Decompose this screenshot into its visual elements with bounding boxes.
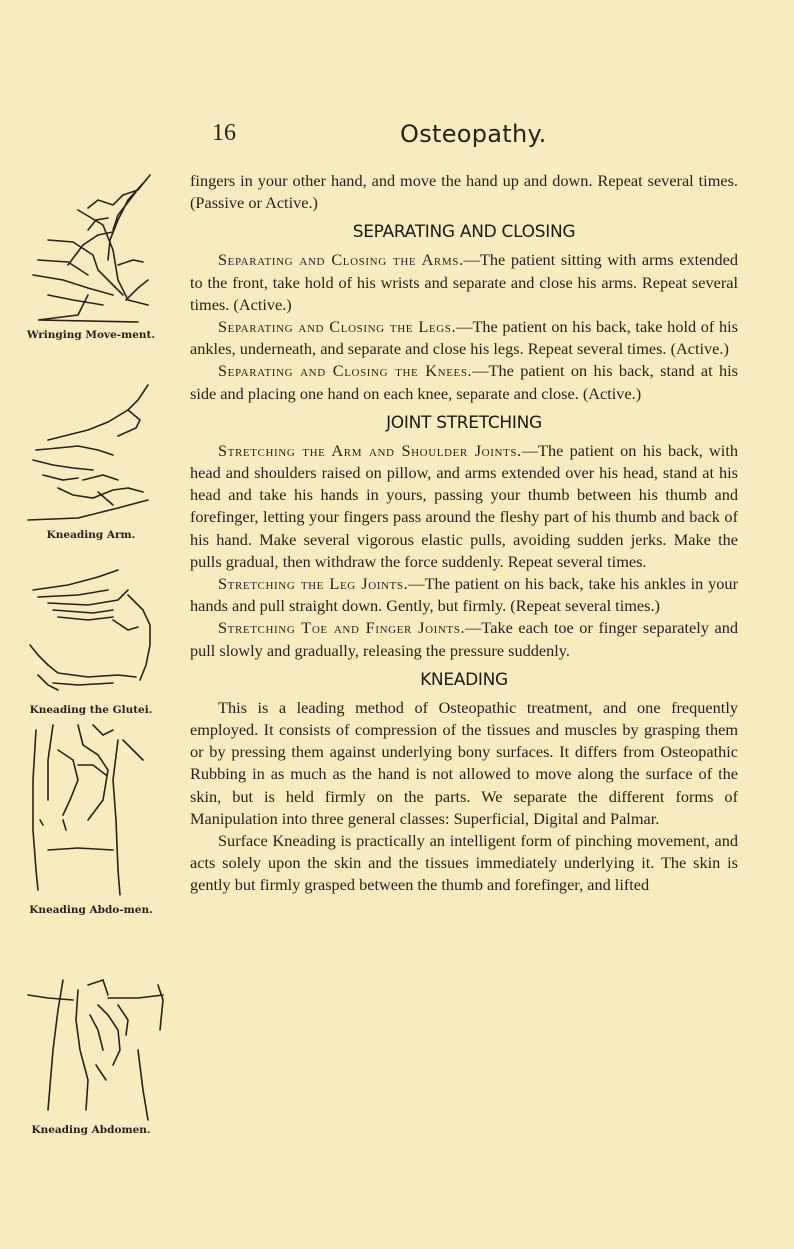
figure-kneading-arm <box>18 380 188 540</box>
paragraph-body: —The patient sitting with arms extended to the front, take hold of his wrists and separate and close his arms. Repeat several times. (Active.) <box>190 250 738 314</box>
wringing-hands-illustration <box>18 170 168 330</box>
paragraph-lead: Stretching Toe and Finger Joints. <box>218 618 466 638</box>
body-paragraph <box>190 573 738 617</box>
section-heading: KNEADING <box>420 669 508 690</box>
page-header <box>0 120 794 160</box>
figure-kneading-abdomen-2 <box>18 970 188 1135</box>
figure-wringing <box>18 170 188 340</box>
body-paragraph <box>190 249 738 316</box>
kneading-abdomen-illustration <box>18 720 168 905</box>
figure-caption: Wringing Move-ment. <box>26 329 156 341</box>
paragraph-lead: Stretching the Arm and Shoulder Joints. <box>218 440 522 460</box>
section-heading: SEPARATING AND CLOSING <box>352 222 576 243</box>
figure-caption: Kneading Arm. <box>46 529 136 541</box>
body-paragraph <box>190 617 738 661</box>
figure-kneading-abdomen-1 <box>18 720 188 915</box>
body-paragraph <box>190 316 738 360</box>
paragraph-body: —The patient on his back, stand at his side and placing one hand on each knee, separate and close. (Active.) <box>190 361 738 403</box>
paragraph-lead: Separating and Closing the Legs. <box>218 317 457 337</box>
figure-sidebar <box>18 170 188 1136</box>
body-paragraph <box>190 360 738 404</box>
paragraph-lead: Separating and Closing the Knees. <box>218 361 473 381</box>
running-title: Osteopathy. <box>400 120 547 148</box>
paragraph-body: —The patient on his back, with head and shoulders raised on pillow, and arms extended over his head, stand at his head and take his hands in yours, passing your thumb between his thumb and forefinger, letting your fingers pass around the fleshy part of his thumb and back of his hand. Make several vigorous elastic pulls, avoiding sudden jerks. Make the pulls gradual, then withdraw the force suddenly. Repeat several times. <box>190 440 738 571</box>
kneading-arm-illustration <box>18 380 168 530</box>
paragraph-body: —The patient on his back, take hold of his ankles, underneath, and separate and close his legs. Repeat several times. (Active.) <box>190 317 738 359</box>
kneading-glutei-illustration <box>18 565 168 705</box>
paragraph-lead: Separating and Closing the Arms. <box>218 250 464 270</box>
main-text-column <box>190 170 738 897</box>
figure-caption: Kneading Abdo-men. <box>29 904 153 916</box>
kneading-abdomen-illustration <box>18 970 168 1125</box>
figure-caption: Kneading the Glutei. <box>29 704 153 716</box>
paragraph-lead: Stretching the Leg Joints. <box>218 574 409 594</box>
body-paragraph: Surface Kneading is practically an intelligent form of pinching movement, and acts solely upon the skin and the tissues immediately underlying it. The skin is gently but firmly grasped between the thumb and forefinger, and lifted <box>190 831 738 895</box>
section-heading: JOINT STRETCHING <box>386 412 542 433</box>
page-number: 16 <box>212 120 236 146</box>
paragraph-body: —The patient on his back, take his ankles in your hands and pull straight down. Gently, but firmly. (Repeat several times.) <box>190 574 738 616</box>
body-paragraph <box>190 440 738 573</box>
figure-kneading-glutei <box>18 565 188 715</box>
paragraph-body: —Take each toe or finger separately and pull slowly and gradually, releasing the pressure suddenly. <box>190 618 738 660</box>
body-paragraph: This is a leading method of Osteopathic treatment, and one frequently employed. It consists of compression of the tissues and muscles by grasping them or by pressing them against underlying bony surfaces. It differs from Osteopathic Rubbing in as much as the hand is not allowed to move along the surface of the skin, but is held firmly on the parts. We separate the different forms of Manipulation into three general classes: Superficial, Digital and Palmar. <box>190 697 738 828</box>
figure-caption: Kneading Abdomen. <box>31 1124 151 1136</box>
intro-paragraph: fingers in your other hand, and move the hand up and down. Repeat several times. (Passive or Active.) <box>190 171 738 213</box>
